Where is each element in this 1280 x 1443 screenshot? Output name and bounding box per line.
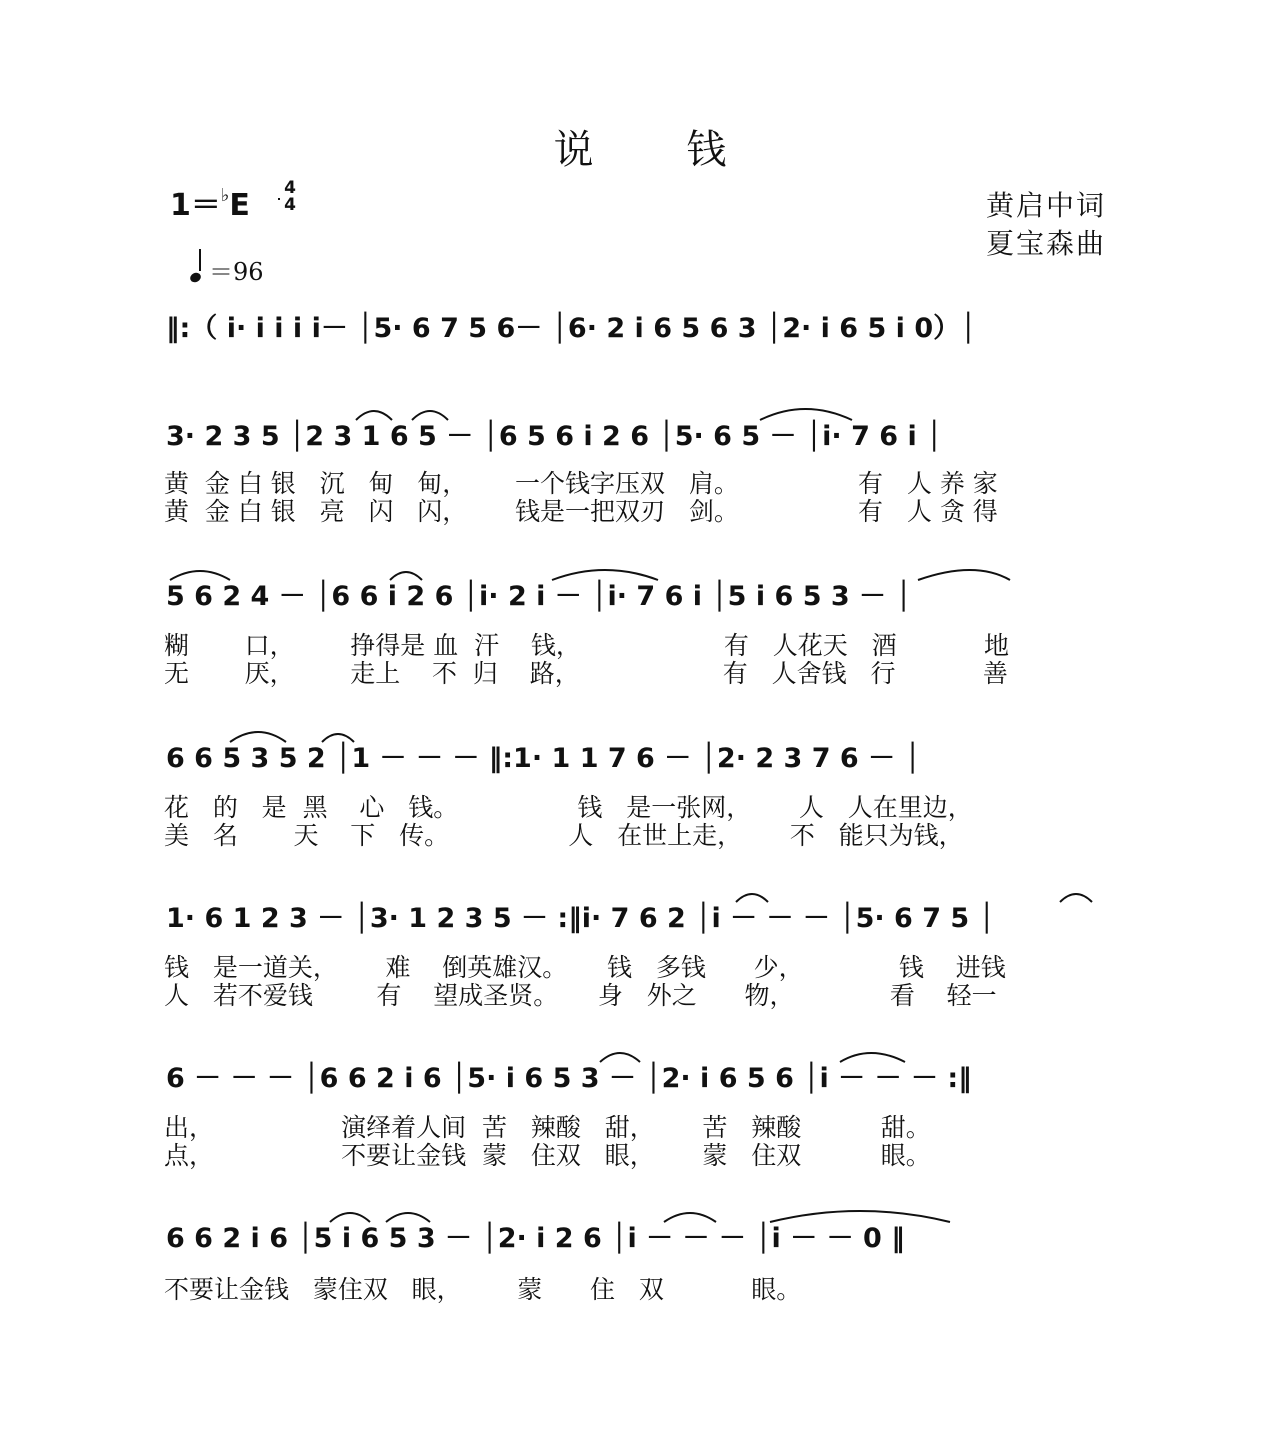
notation-text: 5 6 2 4 － │6 6 i 2 6 │i· 2 i － │i· 7 6 i │5 i 6 5 3 － │ [166, 581, 912, 612]
lyrics-verse-1: 出， 演绎着人间 苦 辣酸 甜， 苦 辣酸 甜。 [164, 1113, 931, 1142]
composer-credit: 夏宝森曲 [986, 227, 1107, 260]
lyrics-verse-1: 不要让金钱 蒙住双 眼， 蒙 住 双 眼。 [164, 1275, 802, 1304]
tempo-value: ＝96 [209, 258, 264, 286]
quarter-note-icon [189, 271, 203, 284]
lyrics-verse-2: 人 若不爱钱 有 望成圣贤。 身 外之 物， 看 轻一 [164, 981, 997, 1010]
key-letter: E [229, 188, 250, 223]
notation-text: ‖:（ i· i i i i－ │5· 6 7 5 6－ │6· 2 i 6 5 6 3 │2· i 6 5 i 0）│ [166, 313, 977, 344]
lyrics-verse-1: 黄 金 白 银 沉 甸 甸， 一个钱字压双 肩。 有 人 养 家 [164, 469, 998, 498]
notation-text: 6 6 5 3 5 2 │1 － － － ‖:1· 1 1 7 6 － │2· 2 3 7 6 － │ [166, 743, 921, 774]
quarter-note-stem-icon [199, 249, 201, 271]
lyrics-verse-2: 美 名 天 下 传。 人 在世上走， 不 能只为钱， [164, 821, 964, 850]
time-signature-bottom: 4 [284, 195, 296, 215]
notation-text: 1· 6 1 2 3 － │3· 1 2 3 5 － :‖i· 7 6 2 │i － － － │5· 6 7 5 │ [166, 903, 995, 934]
notation-text: 6 6 2 i 6 │5 i 6 5 3 － │2· i 2 6 │i － － － │i － － 0 ‖ [166, 1223, 905, 1254]
flat-sign: ♭ [220, 185, 230, 206]
lyrics-verse-2: 点， 不要让金钱 蒙 住双 眼， 蒙 住双 眼。 [164, 1141, 931, 1170]
song-title: 说 钱 [553, 127, 767, 173]
lyrics-verse-1: 糊 口， 挣得是 血 汗 钱， 有 人花天 酒 地 [164, 631, 1010, 660]
lyrics-verse-1: 花 的 是 黑 心 钱。 钱 是一张网， 人 人在里边， [164, 793, 973, 822]
slur-arc [1060, 894, 1092, 902]
slur-arc [918, 570, 1010, 580]
time-signature [278, 180, 302, 214]
lyrics-verse-2: 无 厌， 走上 不 归 路， 有 人舍钱 行 善 [164, 659, 1008, 688]
lyrics-verse-2: 黄 金 白 银 亮 闪 闪， 钱是一把双刃 剑。 有 人 贪 得 [164, 497, 998, 526]
time-signature-bar [278, 198, 280, 200]
lyricist-credit: 黄启中词 [986, 189, 1107, 222]
time-signature-top: 4 [284, 178, 296, 198]
key-prefix: 1＝ [170, 188, 221, 223]
key-signature [170, 180, 250, 224]
notation-text: 6 － － － │6 6 2 i 6 │5· i 6 5 3 － │2· i 6 5 6 │i － － － :‖ [166, 1063, 972, 1094]
tempo-marking [190, 252, 264, 287]
lyrics-verse-1: 钱 是一道关， 难 倒英雄汉。 钱 多钱 少， 钱 进钱 [164, 953, 1006, 982]
notation-text: 3· 2 3 5 │2 3 1 6 5 － │6 5 6 i 2 6 │5· 6 5 － │i· 7 6 i │ [166, 421, 943, 452]
